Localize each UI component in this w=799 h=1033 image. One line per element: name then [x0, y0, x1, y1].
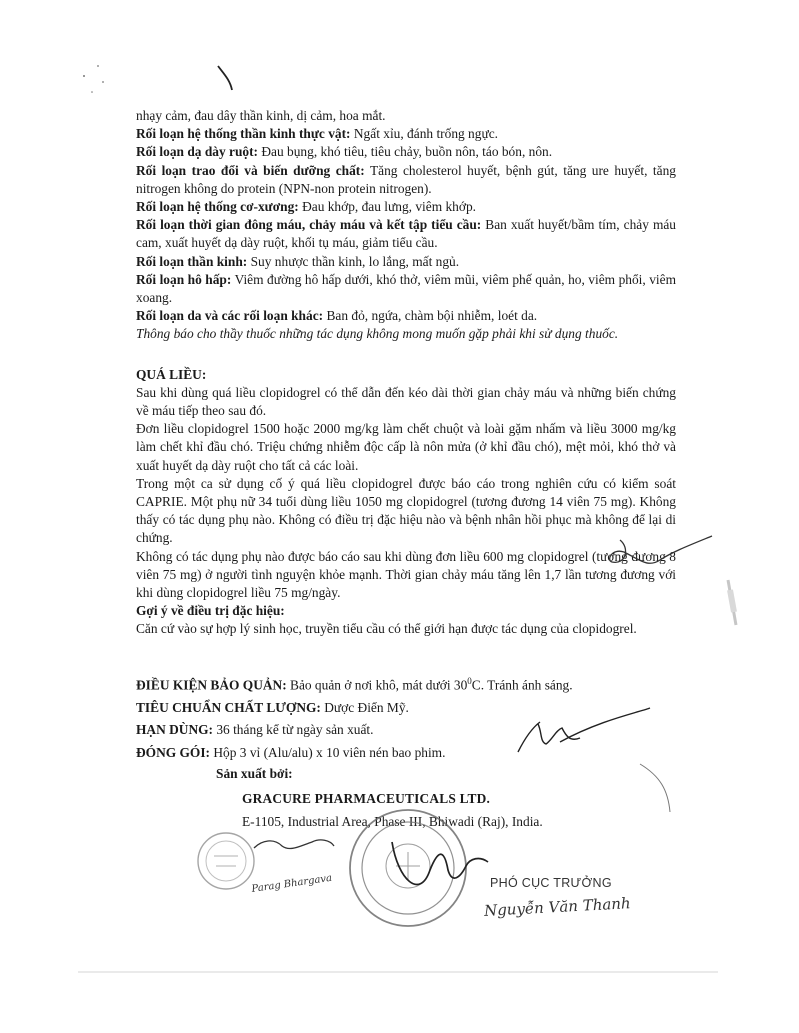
packaging-text: Hộp 3 vỉ (Alu/alu) x 10 viên nén bao phim.	[210, 744, 446, 760]
margin-stamp	[728, 580, 736, 625]
overdose-paragraph: Không có tác dụng phụ nào được báo cáo sau khi dùng đơn liều 600 mg clopidogrel (tương đương 8 viên 75 mg) ở người tình nguyện khỏe mạnh. Thời gian chảy máu tăng lên 1,7 lần tương đương với khi dùng clopidogrel liều 75 mg/ngày.	[136, 548, 676, 601]
company-name: GRACURE PHARMACEUTICALS LTD.	[242, 791, 491, 806]
official-signature	[392, 842, 488, 885]
government-seal	[350, 810, 466, 926]
signature-handwriting: Parag Bhargava	[250, 872, 333, 895]
stamp-title: PHÓ CỤC TRƯỞNG	[490, 876, 612, 890]
item-heading: Rối loạn thần kinh:	[136, 253, 248, 269]
item-heading: Rối loạn hô hấp:	[136, 271, 232, 287]
item-heading: Rối loạn hệ thống cơ-xương:	[136, 199, 299, 215]
expiry-text: 36 tháng kể từ ngày sản xuất.	[213, 722, 374, 738]
director-signature-dash	[640, 764, 670, 812]
item-text: Viêm đường hô hấp dưới, khó thở, viêm mũi, viêm phế quản, ho, viêm phổi, viêm xoang.	[136, 271, 676, 306]
company-address: E-1105, Industrial Area, Phase III, Bhiwadi (Raj), India.	[242, 814, 543, 829]
item-text: Đau khớp, đau lưng, viêm khớp.	[298, 199, 476, 215]
scan-marks	[83, 65, 104, 93]
item-text: Ngất xỉu, đánh trống ngực.	[350, 126, 498, 142]
quality-heading: TIÊU CHUẨN CHẤT LƯỢNG:	[136, 699, 321, 715]
item-heading: Rối loạn trao đổi và biến dưỡng chất:	[136, 162, 365, 178]
expiry-heading: HẠN DÙNG:	[136, 722, 213, 738]
initial-signature	[610, 536, 712, 563]
notice-text: Thông báo cho thầy thuốc những tác dụng không mong muốn gặp phải khi sử dụng thuốc.	[136, 326, 619, 342]
item-text: Suy nhược thần kinh, lo lắng, mất ngủ.	[247, 253, 460, 269]
item-text: Ban đỏ, ngứa, chàm bội nhiễm, loét da.	[323, 308, 538, 324]
storage-text: Bảo quản ở nơi khô, mát dưới 30	[286, 677, 468, 693]
degree-sup: 0	[467, 676, 472, 686]
storage-text-end: C. Tránh ánh sáng.	[471, 677, 573, 693]
company-seal-stamp	[198, 833, 254, 889]
overdose-paragraph: Trong một ca sử dụng cố ý quá liều clopidogrel được báo cáo trong nghiên cứu có kiểm soát CAPRIE. Một phụ nữ 34 tuổi dùng liều 1050 mg clopidogrel (tương đương 14 viên 75 mg). Không thấy có tác dụng phụ nào. Không có điều trị đặc hiệu nào và bệnh nhân hồi phục mà không để lại di chứng.	[136, 475, 676, 546]
item-heading: Rối loạn dạ dày ruột:	[136, 144, 259, 160]
quality-text: Dược Điển Mỹ.	[320, 699, 409, 715]
pen-stroke-mark	[218, 66, 232, 90]
manufactured-by-label: Sản xuất bởi:	[216, 766, 293, 781]
item-heading: Rối loạn da và các rối loạn khác:	[136, 308, 324, 324]
item-heading: Rối loạn thời gian đông máu, chảy máu và kết tập tiểu cầu:	[136, 217, 482, 233]
director-signature	[518, 708, 650, 752]
overdose-paragraph: Căn cứ vào sự hợp lý sinh học, truyền tiểu cầu có thể giới hạn được tác dụng của clopidogrel.	[136, 621, 637, 637]
item-heading: Rối loạn hệ thống thần kinh thực vật:	[136, 126, 351, 142]
packaging-heading: ĐÓNG GÓI:	[136, 744, 211, 760]
storage-heading: ĐIỀU KIỆN BẢO QUẢN:	[136, 677, 287, 693]
text-line: nhạy cảm, đau dây thần kinh, dị cảm, hoa mắt.	[136, 108, 386, 123]
sub-heading-treatment: Gợi ý về điều trị đặc hiệu:	[136, 603, 285, 619]
stamp-name: Nguyễn Văn Thanh	[483, 894, 632, 920]
overdose-paragraph: Sau khi dùng quá liều clopidogrel có thể dẫn đến kéo dài thời gian chảy máu và những biến chứng về máu tiếp theo sau đó.	[136, 384, 676, 419]
item-text: Ban xuất huyết/bầm tím, chảy máu cam, xuất huyết dạ dày ruột, khối tụ máu, giảm tiểu cầu.	[136, 217, 676, 251]
section-heading-overdose: QUÁ LIỀU:	[136, 366, 207, 382]
manager-signature	[254, 840, 334, 849]
item-text: Đau bụng, khó tiêu, tiêu chảy, buồn nôn, táo bón, nôn.	[258, 144, 553, 160]
item-text: Tăng cholesterol huyết, bệnh gút, tăng ure huyết, tăng nitrogen không do protein (NPN-non protein nitrogen).	[136, 162, 676, 196]
overdose-paragraph: Đơn liều clopidogrel 1500 hoặc 2000 mg/kg làm chết chuột và loài gặm nhấm và liều 3000 mg/kg làm chết khỉ đầu chó. Triệu chứng nhiễm độc cấp là nôn mửa (ở khỉ đầu chó), mệt mỏi, khó thở và xuất huyết dạ dày ruột cho tất cả các loài.	[136, 421, 676, 473]
